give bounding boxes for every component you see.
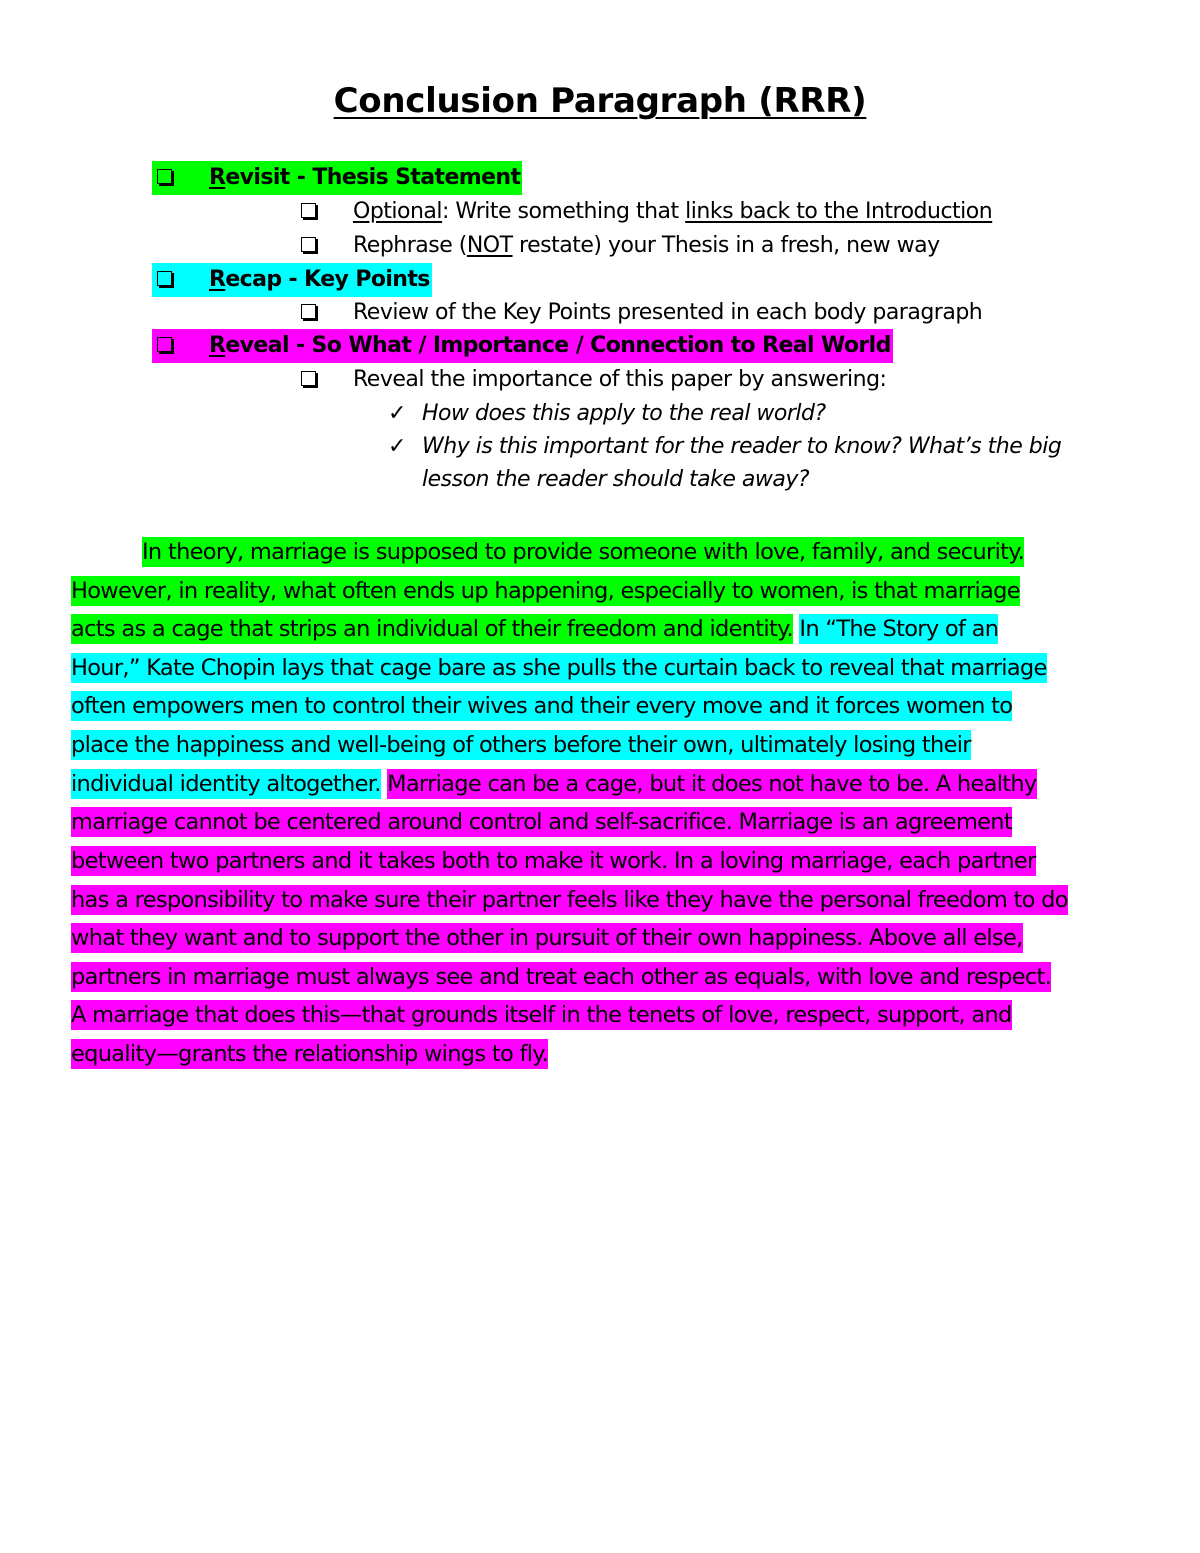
reveal-sentence: has a responsibility to make sure their partner feels like they have the personal freedom to do	[71, 887, 1068, 913]
reveal-initial: R	[209, 333, 226, 358]
outline-item-revisit	[152, 161, 522, 195]
revisit-subitem-optional	[296, 195, 992, 229]
revisit-sentence: acts as a cage that strips an individual of their freedom and identity.	[71, 616, 793, 642]
optional-text: : Write something that	[442, 199, 686, 224]
recap-sentence: place the happiness and well-being of others before their own, ultimately losing their	[71, 732, 971, 758]
checkbox-icon	[157, 169, 172, 184]
reveal-sentence: equality—grants the relationship wings to fly.	[71, 1041, 549, 1067]
rephrase-text-start: Rephrase (	[353, 233, 467, 258]
outline-item-reveal	[152, 329, 893, 363]
recap-heading: ecap - Key Points	[225, 267, 430, 292]
rephrase-text-end: restate) your Thesis in a fresh, new way	[512, 233, 940, 258]
paragraph-line	[71, 1037, 548, 1071]
revisit-sentence: In theory, marriage is supposed to provide someone with love, family, and security.	[142, 539, 1025, 565]
paragraph-line	[71, 998, 1012, 1032]
revisit-initial: R	[209, 165, 226, 190]
recap-subitem-review	[296, 296, 982, 330]
reveal-sentence: partners in marriage must always see and treat each other as equals, with love and respect.	[71, 964, 1052, 990]
reveal-sentence: marriage cannot be centered around control and self-sacrifice. Marriage is an agreement	[71, 809, 1012, 835]
paragraph-line	[71, 689, 1012, 723]
checkbox-icon	[301, 371, 316, 386]
paragraph-line	[71, 883, 1068, 917]
reveal-question-2	[388, 430, 1061, 464]
reveal-question-2-continued	[422, 463, 809, 497]
reveal-subitem-importance	[296, 363, 886, 397]
paragraph-line	[71, 805, 1012, 839]
paragraph-line	[71, 651, 1047, 685]
recap-sentence: often empowers men to control their wives and their every move and it forces women to	[71, 693, 1013, 719]
revisit-subitem-rephrase	[296, 229, 940, 263]
outline-item-recap	[152, 263, 432, 297]
paragraph-line	[71, 728, 971, 762]
checkbox-icon	[301, 304, 316, 319]
revisit-sentence: However, in reality, what often ends up happening, especially to women, is that marriage	[71, 578, 1020, 604]
optional-link-text: links back to the Introduction	[685, 199, 993, 224]
question-text: How does this apply to the real world?	[422, 401, 826, 426]
question-text: Why is this important for the reader to know? What’s the big	[422, 434, 1062, 459]
checkbox-icon	[301, 203, 316, 218]
paragraph-line	[71, 921, 1023, 955]
recap-initial: R	[209, 267, 226, 292]
paragraph-line	[142, 535, 1024, 569]
checkbox-icon	[301, 237, 316, 252]
reveal-sentence: Marriage can be a cage, but it does not have to be. A healthy	[387, 771, 1037, 797]
not-emphasis: NOT	[466, 233, 513, 258]
checkbox-icon	[157, 337, 172, 352]
checkmark-icon: ✓	[388, 401, 406, 426]
checkbox-icon	[157, 271, 172, 286]
paragraph-line	[71, 612, 998, 646]
question-text: lesson the reader should take away?	[422, 467, 810, 492]
paragraph-line	[71, 960, 1051, 994]
paragraph-line	[71, 574, 1020, 608]
revisit-heading: evisit - Thesis Statement	[225, 165, 521, 190]
paragraph-line	[71, 844, 1036, 878]
reveal-sentence: A marriage that does this—that grounds itself in the tenets of love, respect, support, and	[71, 1002, 1012, 1028]
recap-sentence: individual identity altogether.	[71, 771, 381, 797]
reveal-heading: eveal - So What / Importance / Connection to Real World	[225, 333, 891, 358]
reveal-sentence: between two partners and it takes both to make it work. In a loving marriage, each partner	[71, 848, 1036, 874]
recap-sentence: In “The Story of an	[799, 616, 999, 642]
optional-label: Optional	[353, 199, 443, 224]
page-title: Conclusion Paragraph (RRR)	[333, 81, 867, 121]
recap-sentence: Hour,” Kate Chopin lays that cage bare as she pulls the curtain back to reveal that marriage	[71, 655, 1047, 681]
review-text: Review of the Key Points presented in each body paragraph	[353, 300, 983, 325]
checkmark-icon: ✓	[388, 434, 406, 459]
reveal-question-1	[388, 397, 826, 431]
paragraph-line	[71, 767, 1037, 801]
importance-text: Reveal the importance of this paper by answering:	[353, 367, 887, 392]
reveal-sentence: what they want and to support the other in pursuit of their own happiness. Above all else,	[71, 925, 1023, 951]
